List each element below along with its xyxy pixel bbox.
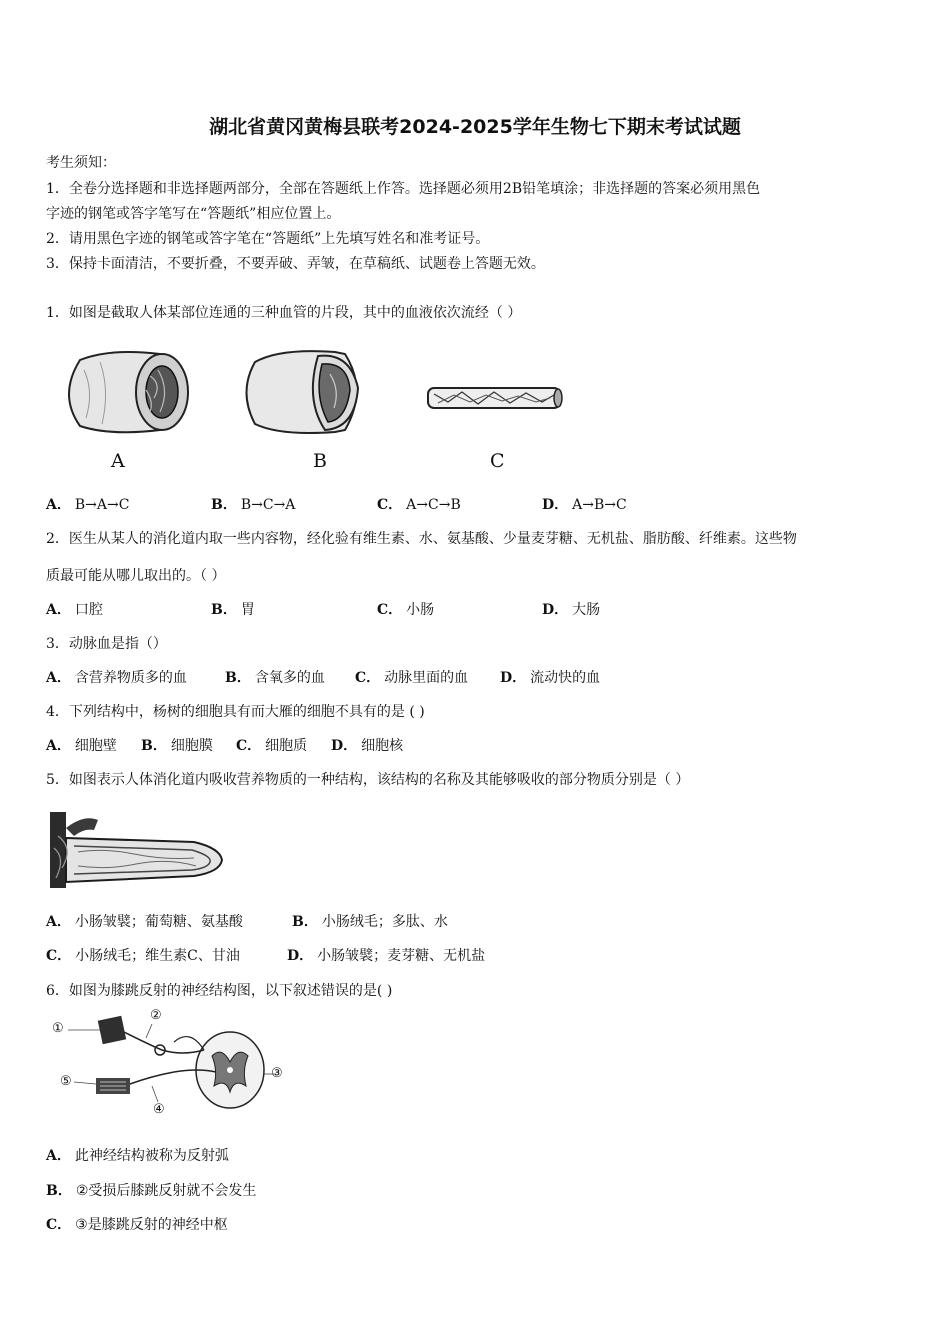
q2-stem-line1: 2．医生从某人的消化道内取一些内容物，经化验有维生素、水、氨基酸、少量麦芽糖、无机盐、脂肪酸、纤维素。这些物 xyxy=(46,531,797,547)
option-key: D． xyxy=(500,670,527,686)
option-key: D． xyxy=(542,497,569,513)
option-text: 细胞核 xyxy=(361,738,404,754)
notice-item: 2．请用黑色字迹的钢笔或答字笔在“答题纸”上先填写姓名和准考证号。 xyxy=(46,231,490,247)
option-key: A． xyxy=(46,670,71,686)
option-text: 细胞壁 xyxy=(74,738,117,754)
q5-option-d[interactable] xyxy=(287,945,485,965)
notice-heading: 考生须知： xyxy=(46,155,116,171)
option-text: 小肠皱襞；葡萄糖、氨基酸 xyxy=(74,914,243,930)
q3-option-c[interactable] xyxy=(355,667,468,687)
option-text: 小肠皱襞；麦芽糖、无机盐 xyxy=(317,948,486,964)
label-4: ④ xyxy=(153,1102,165,1117)
vein-illustration xyxy=(247,351,359,433)
option-text: 小肠 xyxy=(406,602,435,618)
q4-option-d[interactable] xyxy=(331,735,403,755)
option-key: D． xyxy=(331,738,358,754)
q4-option-b[interactable] xyxy=(141,735,213,755)
q1-option-b[interactable] xyxy=(211,494,295,514)
q4-option-c[interactable] xyxy=(236,735,307,755)
option-text: 口腔 xyxy=(74,602,103,618)
q5-option-b[interactable] xyxy=(292,911,448,931)
q1-option-a[interactable] xyxy=(46,494,129,514)
q6-option-a[interactable] xyxy=(46,1145,229,1165)
label-5: ⑤ xyxy=(60,1074,72,1089)
label-1: ① xyxy=(52,1021,64,1036)
option-text: 小肠绒毛；多肽、水 xyxy=(321,914,448,930)
label-2: ② xyxy=(150,1008,162,1023)
option-key: B． xyxy=(292,914,318,930)
q5-option-c[interactable] xyxy=(46,945,240,965)
notice-item: 1．全卷分选择题和非选择题两部分，全部在答题纸上作答。选择题必须用2B铅笔填涂；非选择题的答案必须用黑色 xyxy=(46,181,761,197)
blood-vessels-figure xyxy=(50,340,580,445)
q5-option-a[interactable] xyxy=(46,911,243,931)
notice-item: 字迹的钢笔或答字笔写在“答题纸”相应位置上。 xyxy=(46,206,341,222)
option-key: C． xyxy=(355,670,381,686)
q2-option-b[interactable] xyxy=(211,599,255,619)
q5-stem: 5．如图表示人体消化道内吸收营养物质的一种结构，该结构的名称及其能够吸收的部分物质分别是（ ） xyxy=(46,772,690,788)
option-key: B． xyxy=(225,670,251,686)
q2-option-a[interactable] xyxy=(46,599,103,619)
reflex-arc-figure xyxy=(52,1006,290,1118)
option-text: 此神经结构被称为反射弧 xyxy=(74,1148,229,1164)
q1-option-c[interactable] xyxy=(377,494,461,514)
option-text: 细胞膜 xyxy=(170,738,213,754)
option-key: A． xyxy=(46,497,71,513)
q3-stem: 3．动脉血是指（） xyxy=(46,636,167,652)
q2-option-c[interactable] xyxy=(377,599,434,619)
option-key: A． xyxy=(46,602,71,618)
q2-stem-line2: 质最可能从哪儿取出的。（ ） xyxy=(46,568,226,584)
fig-label-b: B xyxy=(313,450,327,472)
option-key: A． xyxy=(46,738,71,754)
option-text: B→A→C xyxy=(74,497,130,513)
q1-option-d[interactable] xyxy=(542,494,627,514)
q3-option-d[interactable] xyxy=(500,667,600,687)
fig-label-a: A xyxy=(111,450,125,472)
artery-illustration xyxy=(69,352,188,432)
option-key: B． xyxy=(211,602,237,618)
option-key: C． xyxy=(377,602,403,618)
option-text: 小肠绒毛；维生素C、甘油 xyxy=(75,948,240,964)
page-title: 湖北省黄冈黄梅县联考2024-2025学年生物七下期末考试试题 xyxy=(209,116,741,138)
option-text: A→C→B xyxy=(406,497,461,513)
option-text: 含营养物质多的血 xyxy=(74,670,187,686)
option-key: C． xyxy=(236,738,262,754)
option-key: B． xyxy=(46,1183,72,1199)
q2-option-d[interactable] xyxy=(542,599,600,619)
capillary-illustration xyxy=(428,388,562,408)
q3-option-b[interactable] xyxy=(225,667,325,687)
option-key: A． xyxy=(46,1148,71,1164)
option-text: 胃 xyxy=(240,602,255,618)
option-key: C． xyxy=(377,497,403,513)
option-key: B． xyxy=(141,738,167,754)
q6-option-b[interactable] xyxy=(46,1180,256,1200)
option-text: B→C→A xyxy=(240,497,296,513)
option-key: A． xyxy=(46,914,71,930)
option-text: 含氧多的血 xyxy=(254,670,325,686)
intestinal-villus-figure xyxy=(44,808,226,892)
q6-stem: 6．如图为膝跳反射的神经结构图，以下叙述错误的是( ) xyxy=(46,983,393,999)
option-key: D． xyxy=(287,948,314,964)
q6-option-c[interactable] xyxy=(46,1214,228,1234)
option-text: A→B→C xyxy=(572,497,627,513)
option-text: ②受损后膝跳反射就不会发生 xyxy=(75,1183,257,1199)
label-3: ③ xyxy=(271,1066,283,1081)
option-text: ③是膝跳反射的神经中枢 xyxy=(75,1217,228,1233)
option-text: 动脉里面的血 xyxy=(384,670,469,686)
q4-option-a[interactable] xyxy=(46,735,117,755)
option-text: 大肠 xyxy=(572,602,601,618)
option-key: C． xyxy=(46,1217,72,1233)
notice-item: 3．保持卡面清洁，不要折叠，不要弄破、弄皱，在草稿纸、试题卷上答题无效。 xyxy=(46,256,545,272)
q3-option-a[interactable] xyxy=(46,667,187,687)
option-text: 流动快的血 xyxy=(530,670,601,686)
q1-stem: 1．如图是截取人体某部位连通的三种血管的片段，其中的血液依次流经（ ） xyxy=(46,305,522,321)
q4-stem: 4．下列结构中，杨树的细胞具有而大雁的细胞不具有的是 ( ) xyxy=(46,704,425,720)
fig-label-c: C xyxy=(490,450,505,472)
option-key: C． xyxy=(46,948,72,964)
option-key: D． xyxy=(542,602,569,618)
option-text: 细胞质 xyxy=(265,738,308,754)
option-key: B． xyxy=(211,497,237,513)
